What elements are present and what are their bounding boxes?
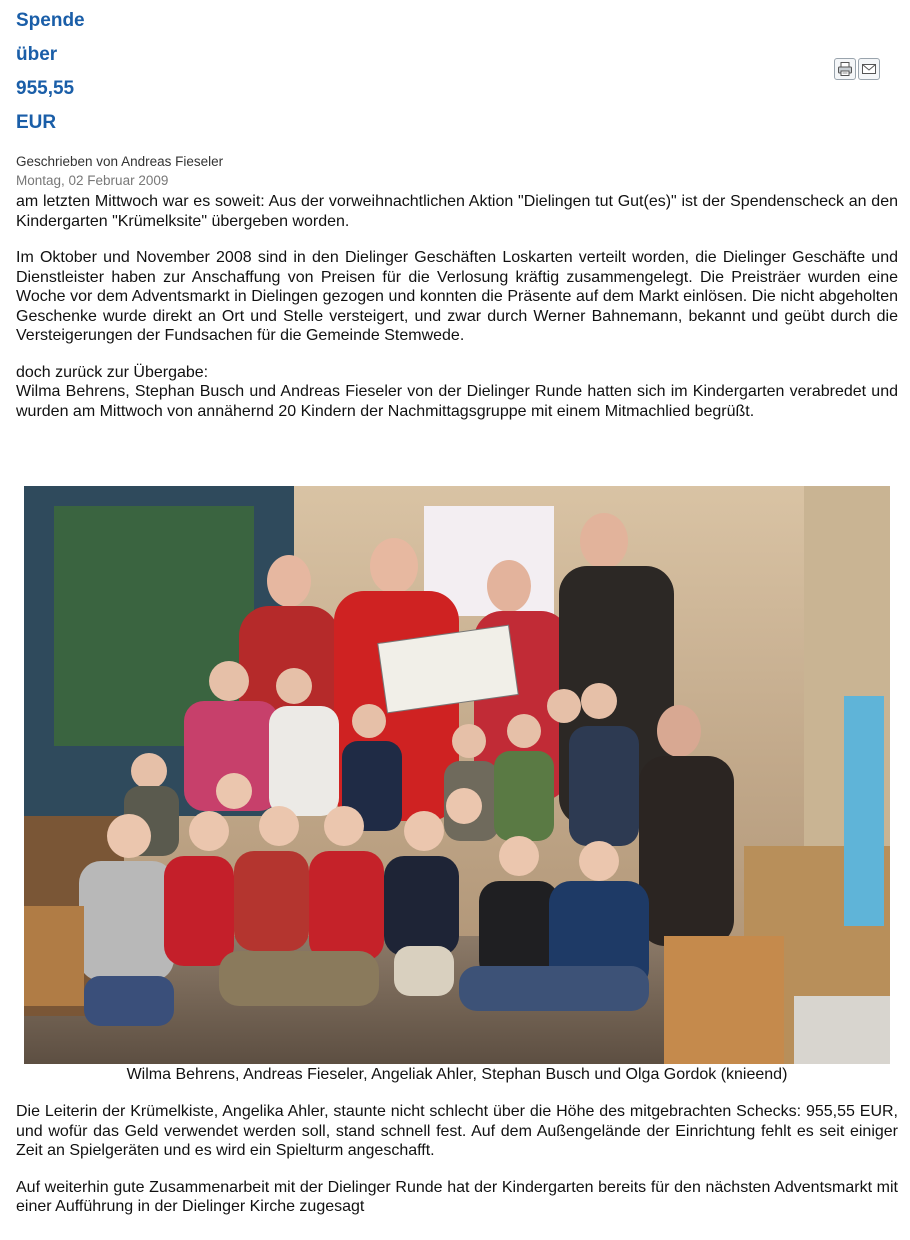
email-icon	[861, 61, 877, 77]
title-line: über	[16, 44, 58, 65]
paragraph: Die Leiterin der Krümelkiste, Angelika Ahler, staunte nicht schlecht über die Höhe des mitgebrachten Schecks: 955,55 EUR, und wofür das Geld verwendet werden soll, stand schnell fest. Auf dem Außengelände der Einrichtung fehlt es seit einiger Zeit an Spielgeräten und es wird ein Spielturm angeschafft.	[16, 1103, 898, 1159]
title-line: 955,55	[16, 78, 75, 99]
title-line: EUR	[16, 112, 57, 133]
article-body-continued	[16, 1102, 898, 1234]
paragraph: doch zurück zur Übergabe:	[16, 363, 209, 381]
paragraph: Wilma Behrens, Stephan Busch und Andreas Fieseler von der Dielinger Runde hatten sich im Kindergarten verabredet und wurden am Mittwoch von annähernd 20 Kindern der Nachmittagsgruppe mit einem Mitmachlied begrüßt.	[16, 383, 898, 420]
group-photo	[24, 486, 890, 1064]
paragraph: am letzten Mittwoch war es soweit: Aus der vorweihnachtlichen Aktion "Dielingen tut Gut(es)" ist der Spendenscheck an den Kindergarten "Krümelksite" übergeben worden.	[16, 193, 898, 230]
print-icon	[837, 61, 853, 77]
article-title	[16, 4, 136, 140]
date-line: Montag, 02 Februar 2009	[16, 173, 169, 188]
article-body	[16, 192, 898, 438]
author-line: Geschrieben von Andreas Fieseler	[16, 154, 224, 169]
paragraph: Auf weiterhin gute Zusammenarbeit mit der Dielinger Runde hat der Kindergarten bereits für den nächsten Adventsmarkt mit einer Aufführung in der Dielinger Kirche zugesagt	[16, 1178, 898, 1215]
photo-caption: Wilma Behrens, Andreas Fieseler, Angeliak Ahler, Stephan Busch und Olga Gordok (knieend)	[126, 1066, 788, 1083]
title-line: Spende	[16, 10, 85, 31]
article-meta	[16, 152, 223, 190]
email-button[interactable]	[858, 58, 880, 80]
article-toolbar	[834, 58, 880, 80]
print-button[interactable]	[834, 58, 856, 80]
paragraph: Im Oktober und November 2008 sind in den Dielinger Geschäften Loskarten verteilt worden, die Dielinger Geschäfte und Dienstleister haben zur Anschaffung von Preisen für die Verlosung kräftig zusammengelegt. Die Preisträer wurden eine Woche vor dem Adventsmarkt in Dielingen gezogen und konnten die Präsente auf dem Markt einlösen. Die nicht abgeholten Geschenke wurde direkt an Ort und Stelle versteigert, und zwar durch Werner Bahnemann, bekannt und geübt durch die Versteigerungen der Fundsachen für die Gemeinde Stemwede.	[16, 249, 898, 344]
